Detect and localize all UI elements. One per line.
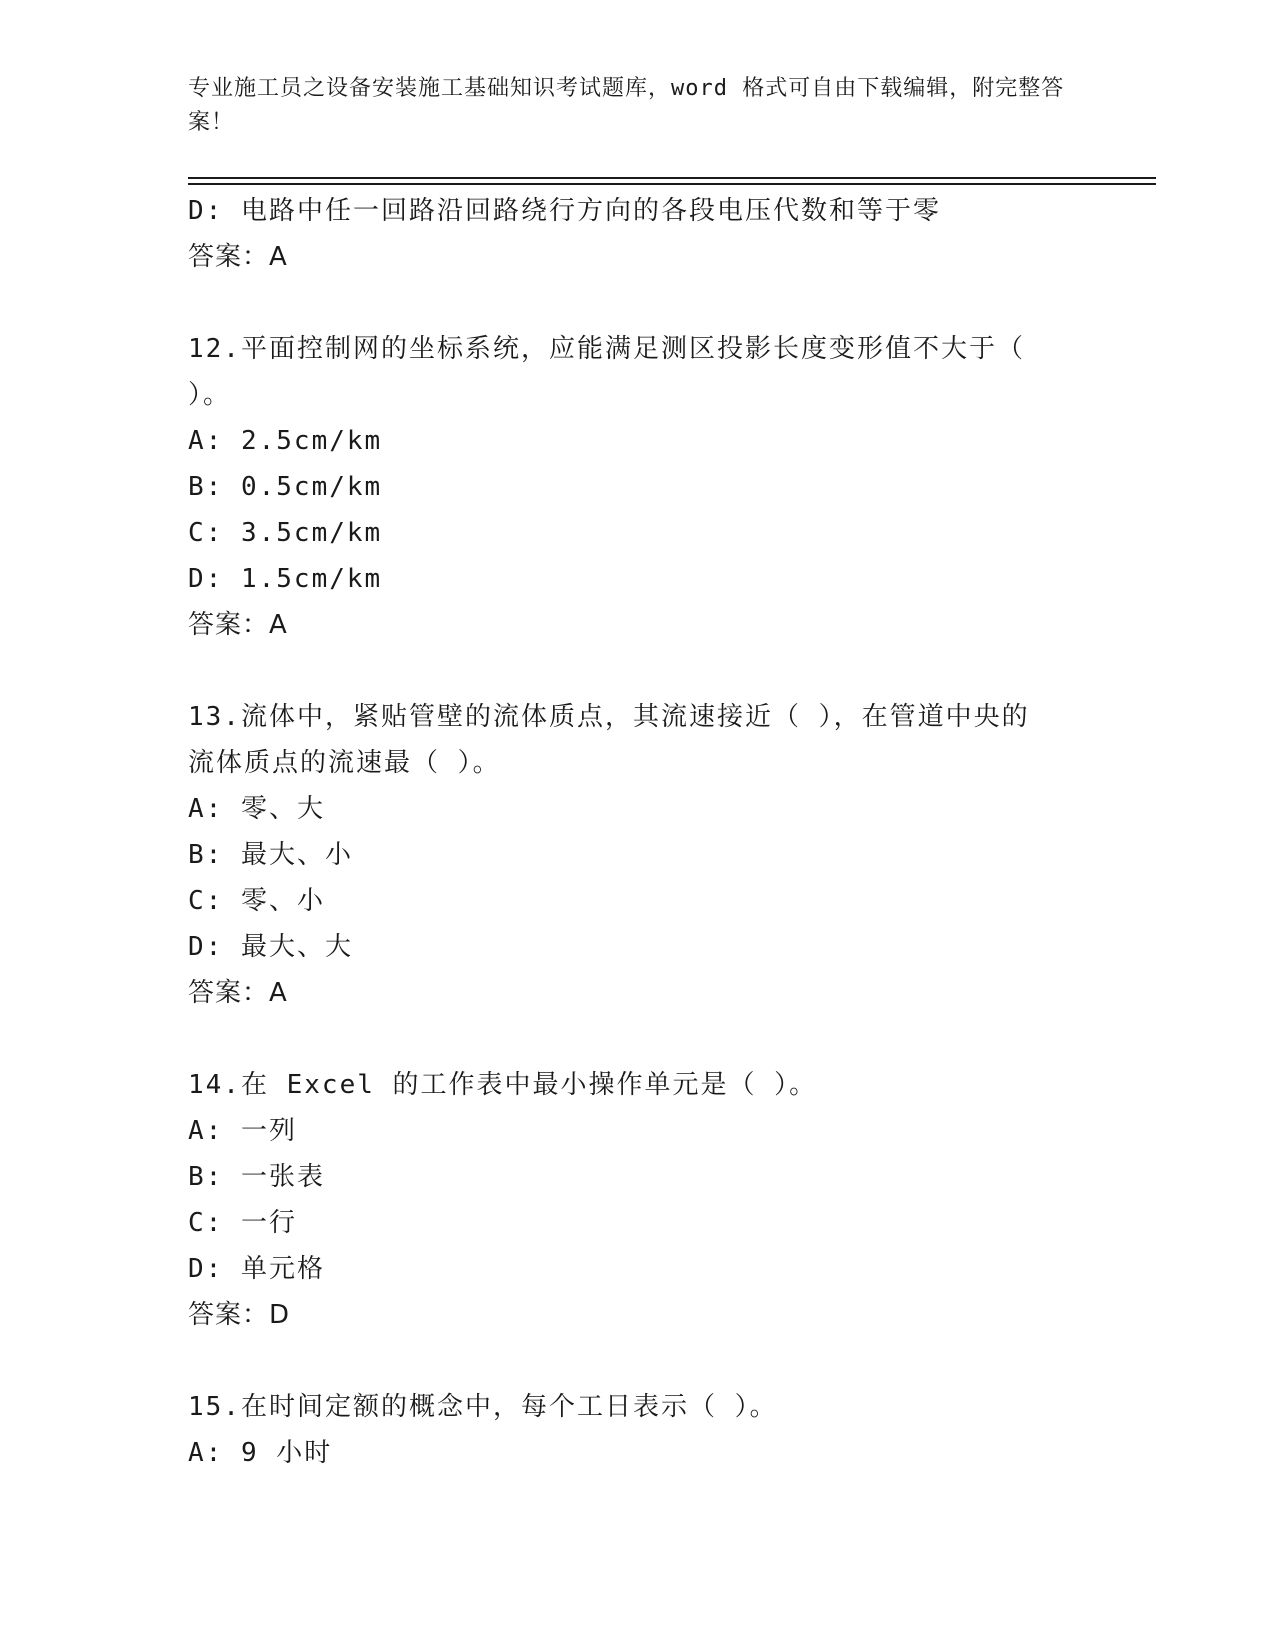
spacer [188, 1016, 1088, 1062]
document-header: 专业施工员之设备安装施工基础知识考试题库，word 格式可自由下载编辑，附完整答案！ [188, 76, 1065, 135]
option-a: A: 2.5cm/km [188, 426, 383, 456]
question-12 [188, 326, 1088, 648]
answer-line: 答案：A [188, 242, 288, 272]
option-d: D: 单元格 [188, 1254, 325, 1284]
option-d: D: 1.5cm/km [188, 564, 383, 594]
question-15 [188, 1384, 1088, 1476]
spacer [188, 1338, 1088, 1384]
question-13 [188, 694, 1088, 1016]
option-a: A: 零、大 [188, 794, 325, 824]
document-content [188, 188, 1088, 1476]
option-c: C: 一行 [188, 1208, 297, 1238]
spacer [188, 648, 1088, 694]
option-d: D: 电路中任一回路沿回路绕行方向的各段电压代数和等于零 [188, 196, 941, 226]
option-d: D: 最大、大 [188, 932, 353, 962]
option-c: C: 3.5cm/km [188, 518, 383, 548]
question-14 [188, 1062, 1088, 1338]
header-rule-top [188, 177, 1156, 179]
option-a: A: 一列 [188, 1116, 297, 1146]
option-b: B: 一张表 [188, 1162, 325, 1192]
header-rule-bottom [188, 183, 1156, 185]
answer-line: 答案：A [188, 610, 288, 640]
question-stem: 13.流体中，紧贴管壁的流体质点，其流速接近（ ），在管道中央的 [188, 702, 1030, 732]
answer-line: 答案：D [188, 1300, 291, 1330]
question-stem-continued: 流体质点的流速最（ ）。 [188, 748, 501, 778]
option-a: A: 9 小时 [188, 1438, 333, 1468]
question-stem: 12.平面控制网的坐标系统，应能满足测区投影长度变形值不大于（ [188, 334, 1025, 364]
option-b: B: 0.5cm/km [188, 472, 383, 502]
question-stem-continued: ）。 [188, 380, 232, 410]
question-stem: 15.在时间定额的概念中，每个工日表示（ ）。 [188, 1392, 778, 1422]
option-b: B: 最大、小 [188, 840, 353, 870]
spacer [188, 280, 1088, 326]
answer-line: 答案：A [188, 978, 288, 1008]
question-stem: 14.在 Excel 的工作表中最小操作单元是（ ）。 [188, 1070, 818, 1100]
option-c: C: 零、小 [188, 886, 325, 916]
